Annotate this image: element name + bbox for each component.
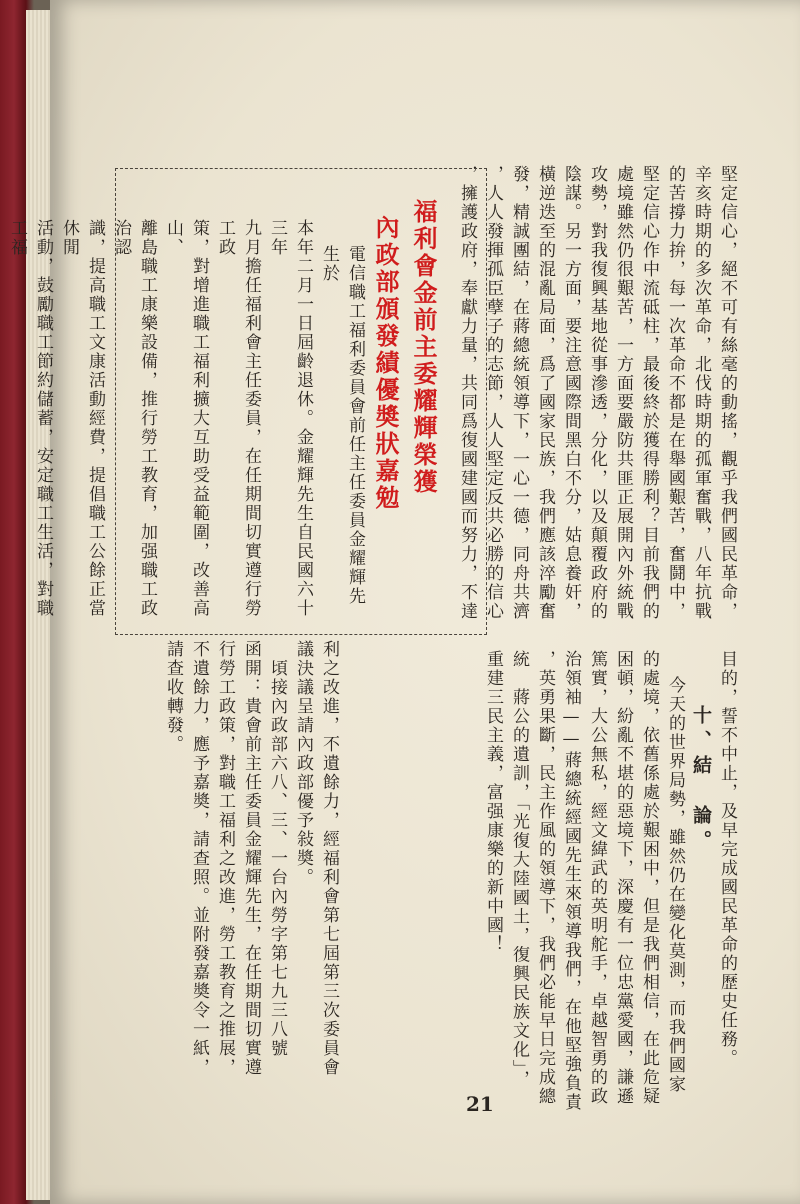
lower-right-text-block	[480, 650, 740, 1120]
text-line: 篤實，大公無私，經文緯武的英明舵手，卓越智勇的政	[587, 650, 607, 1106]
text-line: 治領袖——蔣總統經國先生來領導我們，在他堅強負責	[561, 650, 581, 1112]
text-line: 困頓，紛亂不堪的惡境下，深慶有一位忠黨愛國，謙遜	[613, 650, 633, 1106]
text-line: 本年二月一日屆齡退休。金耀輝先生自民國六十三年	[267, 219, 313, 618]
text-line: 處境雖然仍很艱苦，一方面要嚴防共匪正展開內外統戰	[613, 165, 633, 621]
page-number: 21	[466, 1092, 494, 1116]
text-line: ，人人發揮孤臣孽子的志節，人人堅定反共必勝的信心	[483, 165, 503, 621]
text-line: 電信職工福利委員會前任主任委員金耀輝先生於	[319, 245, 365, 606]
notice-body	[4, 219, 368, 619]
text-line: 九月擔任福利會主任委員，在任期間切實遵行勞工政	[215, 219, 261, 618]
text-line: 陰謀。另一方面，要注意國際間黑白不分，姑息養奸，	[561, 165, 581, 621]
text-line: ，英勇果斷，民主作風的領導下，我們必能早日完成總	[535, 650, 555, 1106]
text-line: 的處境，依舊係處於艱困中，但是我們相信，在此危疑	[639, 650, 659, 1106]
text-line: 辛亥時期的多次革命，北伐時期的孤軍奮戰，八年抗戰	[691, 165, 711, 621]
text-line: 不遺餘力，應予嘉奬，請查照。並附發嘉奬令一紙，	[189, 640, 209, 1077]
text-line: 識，提高職工文康活動經費，提倡職工公餘正當休閒	[59, 219, 105, 618]
text-line: 議決議呈請內政部優予敍奬。	[293, 640, 313, 887]
text-line: 行勞工政策，對職工福利之改進，勞工教育之推展，	[215, 640, 235, 1077]
text-line: 活動，鼓勵職工節約儲蓄，安定職工生活，對職工福	[7, 219, 53, 618]
notice-headline	[366, 199, 442, 512]
text-line: 離島職工康樂設備，推行勞工教育，加强職工政治認	[111, 219, 157, 618]
text-line: 利之改進，不遺餘力，經福利會第七屆第三次委員會	[319, 640, 339, 1077]
notice-headline-line: 福利會金前主委耀輝榮獲	[409, 199, 438, 496]
upper-right-text-block	[454, 165, 740, 635]
text-line: 請查收轉發。	[163, 640, 183, 754]
text-line: 目的，誓不中止，及早完成國民革命的歷史任務。	[717, 650, 737, 1068]
award-notice-box	[7, 168, 487, 635]
notice-headline-line: 內政部頒發績優奬狀嘉勉	[371, 215, 400, 512]
section-heading: 十、結 論。	[690, 705, 712, 855]
text-line: 發，精誠團結，在蔣總統領導下，一心一德，同舟共濟	[509, 165, 529, 621]
text-line: 重建三民主義，富强康樂的新中國！	[483, 650, 503, 954]
book-page	[7, 0, 800, 1204]
text-line: 的苦撐力拚，每一次革命不都是在舉國艱苦，奮鬪中，	[665, 165, 685, 621]
text-line: 堅定信心，絕不可有絲毫的動搖，觀乎我們國民革命，	[717, 165, 737, 621]
text-line: 函開：貴會前主任委員金耀輝先生，在任期間切實遵	[241, 640, 261, 1077]
text-line: 今天的世界局勢，雖然仍在變化莫測，而我們國家	[665, 676, 685, 1094]
text-line: 堅定信心作中流砥柱，最後終於獲得勝利？目前我們的	[639, 165, 659, 621]
text-line: 攻勢，對我復興基地從事滲透，分化，以及顛覆政府的	[587, 165, 607, 621]
text-line: ，擁護政府，奉獻力量，共同爲復國建國而努力，不達	[457, 165, 477, 621]
text-line: 橫逆迭至的混亂局面，爲了國家民族，我們應該淬勵奮	[535, 165, 555, 621]
text-line: 統 蔣公的遺訓，「光復大陸國土，復興民族文化」，	[509, 650, 529, 1089]
text-line: 頃接內政部六八、三、一台內勞字第七九三八號	[267, 640, 287, 1058]
lower-left-text-block	[160, 640, 342, 1120]
text-line: 策，對增進職工福利擴大互助受益範圍，改善高山、	[163, 219, 209, 618]
